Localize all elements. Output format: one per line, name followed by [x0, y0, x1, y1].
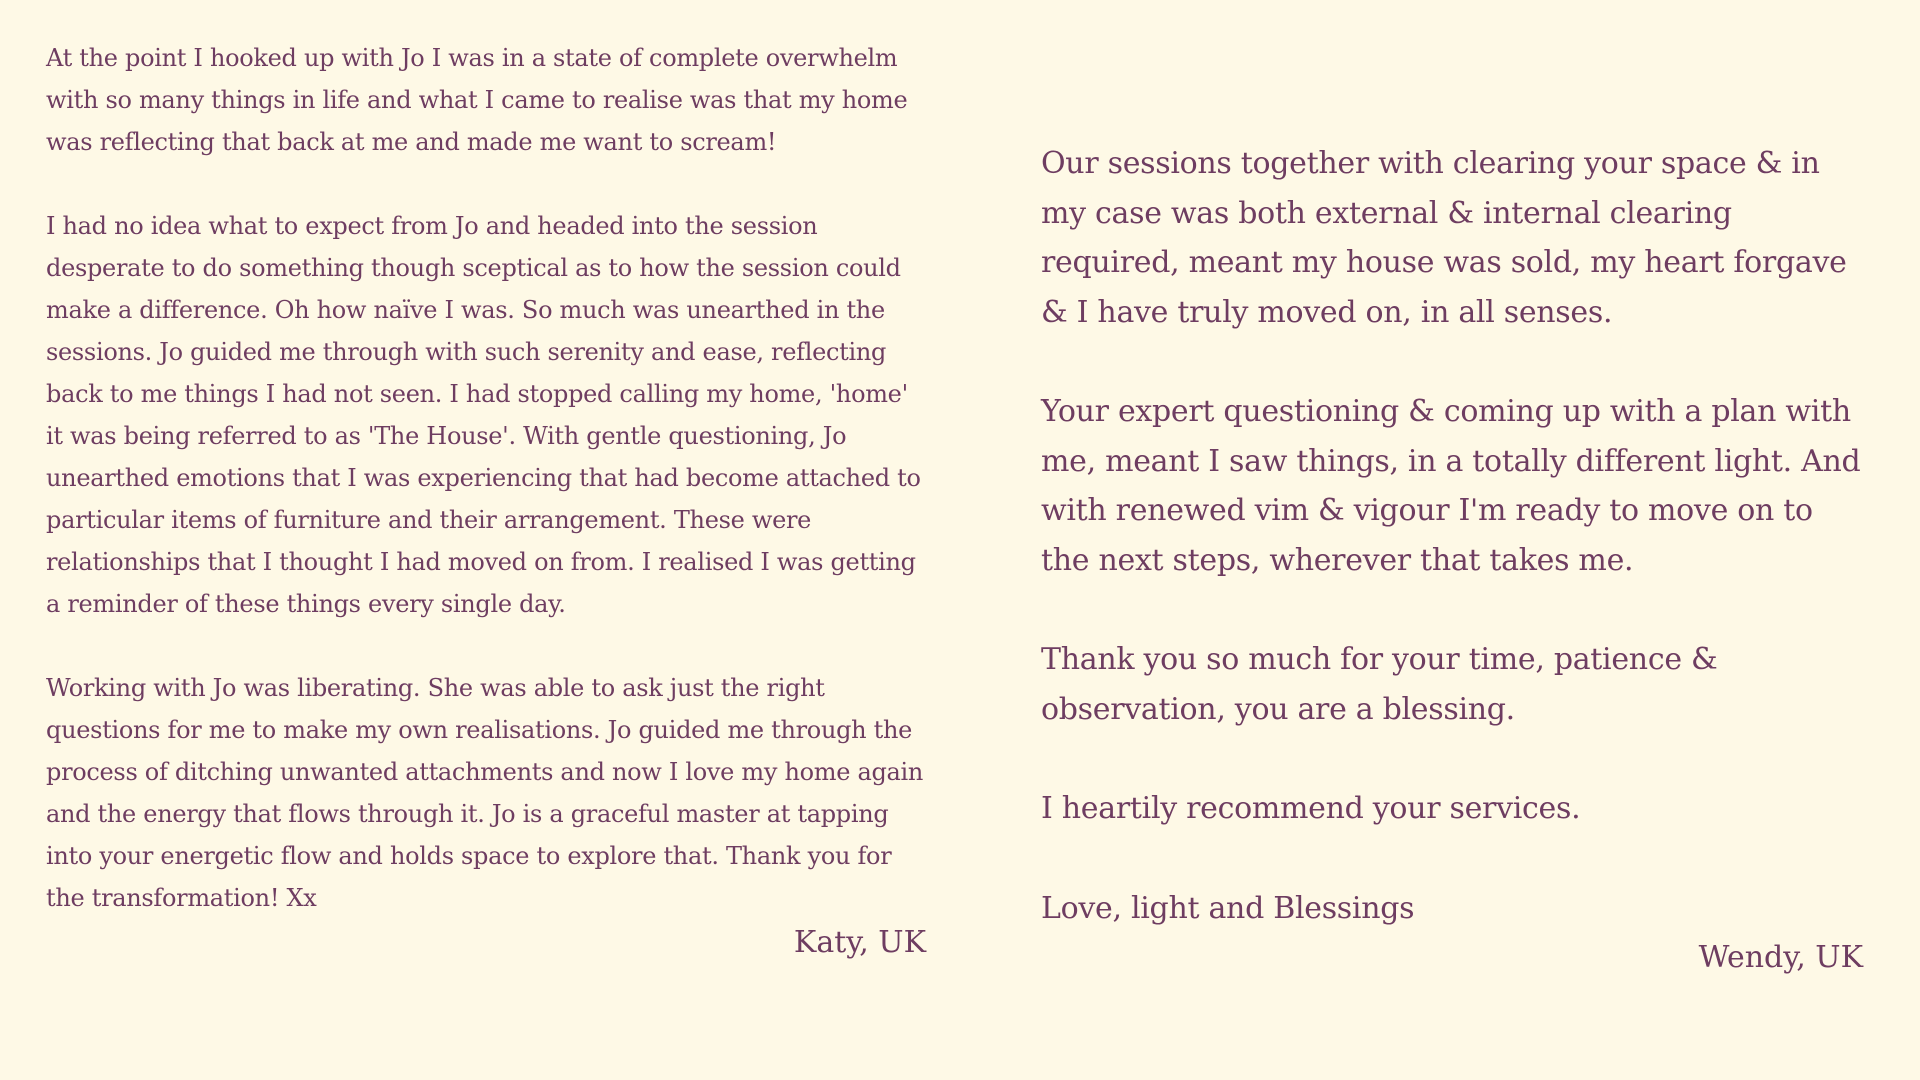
testimonial-author: Katy, UK [793, 925, 926, 960]
testimonial-katy [46, 0, 926, 967]
testimonial-paragraph: Thank you so much for your time, patience & observation, you are a blessing. [1041, 642, 1718, 727]
testimonial-paragraph: Our sessions together with clearing your space & in my case was both external & internal clearing required, meant my house was sold, my heart forgave & I have truly moved on, in all senses. [1041, 146, 1847, 330]
testimonial-paragraph: At the point I hooked up with Jo I was in a state of complete overwhelm with so many things in life and what I came to realise was that my home was reflecting that back at me and made me want to scream! [46, 44, 908, 156]
testimonial-paragraph: I heartily recommend your services. [1041, 791, 1581, 826]
testimonial-paragraph: Working with Jo was liberating. She was able to ask just the right questions for me to make my own realisations. Jo guided me through the process of ditching unwanted attachments and now I love my home again and the energy that flows through it. Jo is a graceful master at tapping into your energetic flow and holds space to explore that. Thank you for the transformation! Xx [46, 674, 924, 912]
testimonial-wendy [1041, 0, 1863, 983]
testimonial-author: Wendy, UK [1698, 940, 1863, 975]
testimonial-paragraph: I had no idea what to expect from Jo and headed into the session desperate to do something though sceptical as to how the session could make a difference. Oh how naïve I was. So much was unearthed in the sessions. Jo guided me through with such serenity and ease, reflecting back to me things I had not seen. I had stopped calling my home, 'home' it was being referred to as 'The House'. With gentle questioning, Jo unearthed emotions that I was experiencing that had become attached to particular items of furniture and their arrangement. These were relationships that I thought I had moved on from. I realised I was getting a reminder of these things every single day. [46, 212, 921, 618]
testimonial-closing: Love, light and Blessings [1041, 890, 1415, 926]
testimonial-paragraph: Your expert questioning & coming up with a plan with me, meant I saw things, in a totally different light. And with renewed vim & vigour I'm ready to move on to the next steps, wherever that takes me. [1041, 394, 1861, 578]
